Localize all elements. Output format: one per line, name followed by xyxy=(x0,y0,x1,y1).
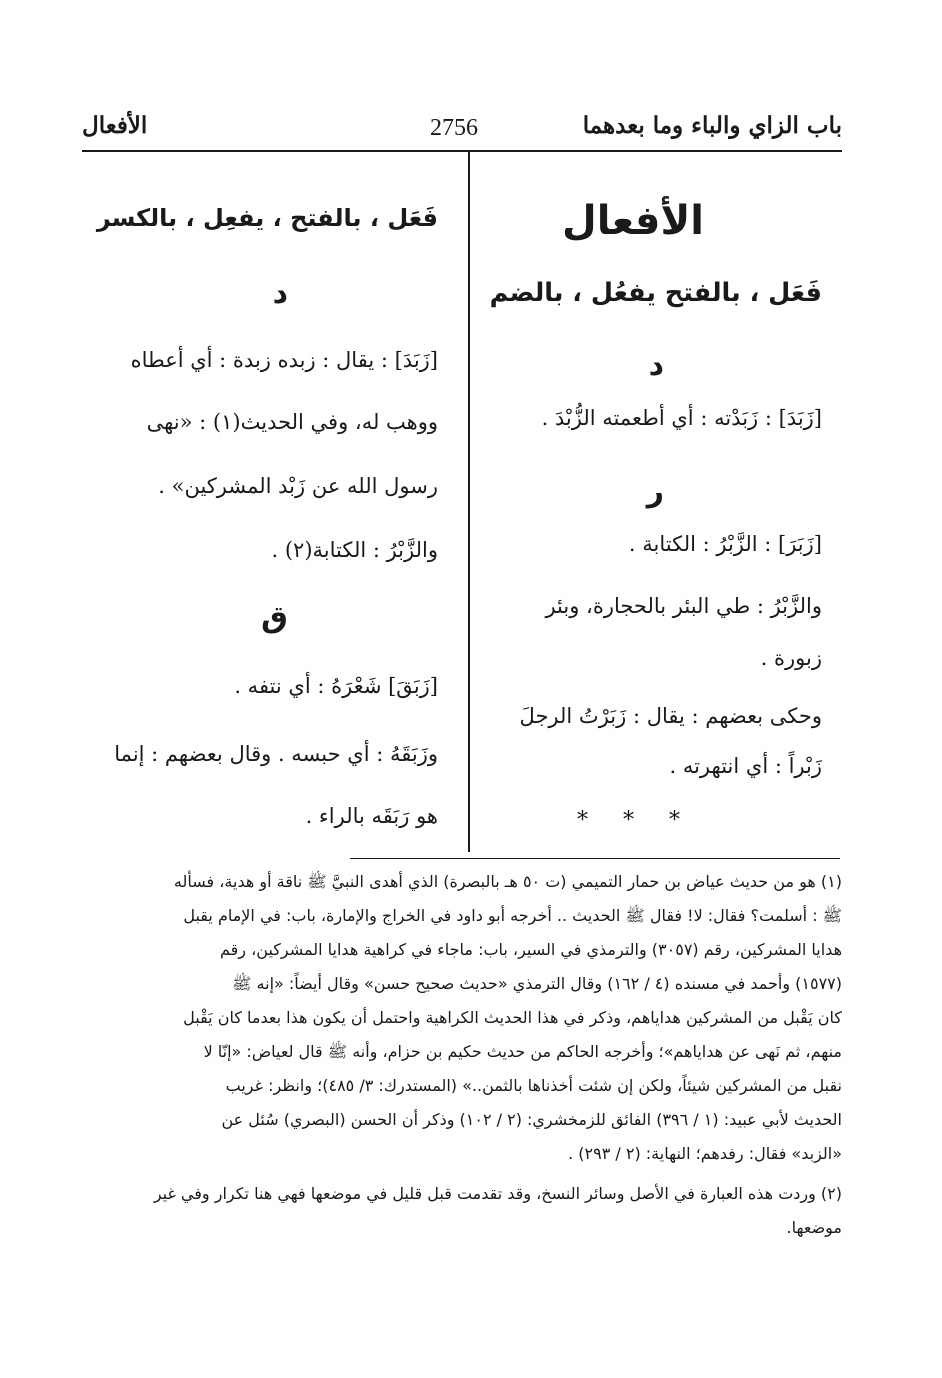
footnote-1-line: هدايا المشركين، رقم (٣٠٥٧) والترمذي في السير، باب: ماجاء في كراهية هدايا المشركين، رقم xyxy=(220,940,842,959)
page-number: 2756 xyxy=(430,115,478,141)
entry-text-line: والزَّبْرُ : الكتابة(٢) . xyxy=(271,538,438,562)
section-title: الأفعال xyxy=(562,198,704,244)
footnote-1-line: «الزبد» فقال: رفدهم؛ النهاية: (٢ / ٢٩٣) . xyxy=(568,1144,842,1163)
footnote-1-line: الحديث لأبي عبيد: (١ / ٣٩٦) الفائق للزمخشري: (٢ / ١٠٢) وذكر أن الحسن (البصري) سُئل عن xyxy=(221,1110,842,1129)
running-header-chapter: باب الزاي والباء وما بعدهما xyxy=(582,112,842,139)
letter-heading-qaf: ق xyxy=(261,600,288,635)
footnote-1-line: (١) هو من حديث عياض بن حمار التميمي (ت ٥٠ هـ بالبصرة) الذي أهدى النبيَّ ﷺ ناقة أو هدية، فسأله xyxy=(173,872,842,891)
letter-heading-dal: د xyxy=(272,276,288,311)
footnote-1-line: نقبل من المشركين شيئاً، ولكن إن شئت أخذناها بالثمن..» (المستدرك: ٣/ ٤٨٥)؛ وانظر: غريب xyxy=(225,1076,842,1095)
entry-text-line: وزَبَقَهُ : أي حبسه . وقال بعضهم : إنما xyxy=(114,742,438,766)
entry-zabara: [زَبَرَ] : الزَّبْرُ : الكتابة . xyxy=(628,532,822,556)
running-header-section: الأفعال xyxy=(82,112,148,139)
verb-pattern-heading: فَعَل ، بالفتح ، يفعِل ، بالكسر xyxy=(96,204,438,232)
entry-text-line: زَبْراً : أي انتهرته . xyxy=(669,754,822,778)
footnote-1-line: كان يَقْبل من المشركين هداياهم، وذكر في هذا الحديث الكراهية واحتمل أن يكون هذا بعدما كان يَقْبل xyxy=(183,1008,842,1027)
header-rule xyxy=(82,150,842,152)
entry-text-line: وحكى بعضهم : يقال : زَبَرْتُ الرجلَ xyxy=(519,704,822,728)
entry-text-line: ووهب له، وفي الحديث(١) : «نهى xyxy=(146,410,438,434)
verb-pattern-heading: فَعَل ، بالفتح يفعُل ، بالضم xyxy=(489,278,822,308)
entry-text-line: والزَّبْرُ : طي البئر بالحجارة، وبئر xyxy=(545,594,822,618)
section-end-stars: * * * xyxy=(577,808,694,833)
entry-text-line: هو رَبَقَه بالراء . xyxy=(305,804,438,828)
entry-zabada: [زَبَدَ] : زَبَدْته : أي أطعمته الزُّبْدَ . xyxy=(541,406,822,430)
footnote-1-line: (١٥٧٧) وأحمد في مسنده (٤ / ١٦٢) وقال الترمذي «حديث صحيح حسن» وقال أيضاً: «إنه ﷺ xyxy=(232,974,842,993)
entry-zabaqa: [زَبَقَ] شَعْرَهُ : أي نتفه . xyxy=(234,674,438,698)
footnote-2-line: (٢) وردت هذه العبارة في الأصل وسائر النسخ، وقد تقدمت قبل قليل في موضعها فهي هنا تكرار وفي غير xyxy=(153,1184,842,1203)
letter-heading-dal: د xyxy=(648,348,664,383)
column-divider xyxy=(468,152,470,852)
letter-heading-ra: ر xyxy=(646,474,664,509)
footnote-1-line: ﷺ : أسلمت؟ فقال: لا! فقال ﷺ الحديث .. أخرجه أبو داود في الخراج والإمارة، باب: في الإمام يقبل xyxy=(183,906,842,925)
entry-text-line: زبورة . xyxy=(760,646,822,670)
footnote-1-line: منهم، ثم نَهى عن هداياهم»؛ وأخرجه الحاكم من حديث حكيم بن حزام، وأنه ﷺ قال لعياض: «إنّا لا xyxy=(203,1042,842,1061)
entry-text-line: رسول الله عن زَبْد المشركين» . xyxy=(158,474,438,498)
footnote-2-line: موضعها. xyxy=(786,1218,842,1237)
entry-zabada: [زَبَدَ] : يقال : زبده زبدة : أي أعطاه xyxy=(130,348,438,372)
footnote-rule xyxy=(350,858,840,859)
